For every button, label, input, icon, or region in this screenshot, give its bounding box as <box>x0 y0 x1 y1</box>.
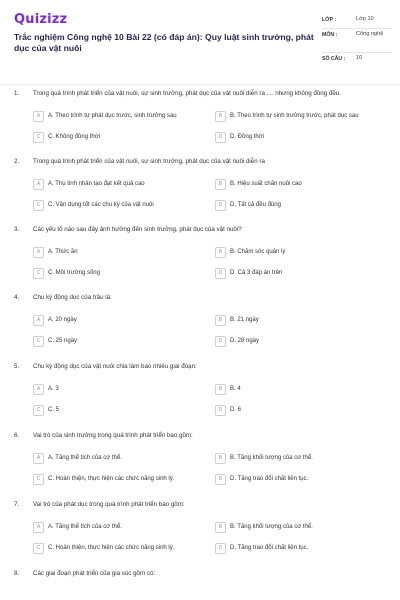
meta-key: SỐ CÂU : <box>322 56 346 62</box>
option-text: C. Môi trường sống <box>48 270 100 276</box>
option-text: B. 4 <box>230 386 241 392</box>
question-number: 8. <box>14 570 20 577</box>
option-text: D. Tất cả đều đúng <box>230 202 281 208</box>
question-text: Vai trò của sinh trưởng trong quá trình phát triển bao gồm: <box>33 432 193 439</box>
answer-option-d[interactable] <box>215 542 308 554</box>
option-letter-box[interactable]: D <box>215 336 226 347</box>
option-letter-box[interactable]: B <box>215 111 226 122</box>
meta-table <box>322 14 392 67</box>
quizizz-logo[interactable]: Quizizz <box>14 12 68 27</box>
answer-option-b[interactable] <box>215 521 313 533</box>
option-letter-box[interactable]: D <box>215 405 226 416</box>
option-text: A. 20 ngày <box>48 317 77 323</box>
option-letter-box[interactable]: A <box>33 111 44 122</box>
option-letter-box[interactable]: A <box>33 247 44 258</box>
worksheet-header <box>0 0 400 82</box>
answer-option-d[interactable] <box>215 199 281 211</box>
option-text: B. 21 ngày <box>230 317 259 323</box>
answer-option-a[interactable] <box>33 178 145 190</box>
answer-option-b[interactable] <box>215 246 285 258</box>
answer-option-b[interactable] <box>215 314 259 326</box>
option-letter-box[interactable]: C <box>33 543 44 554</box>
question-text: Chu kỳ động dục của vật nuôi chia làm bao nhiêu giai đoạn: <box>33 363 197 370</box>
answer-option-c[interactable] <box>33 542 174 554</box>
answer-option-b[interactable] <box>215 452 313 464</box>
option-letter-box[interactable]: C <box>33 474 44 485</box>
meta-value: Công nghệ <box>356 31 384 37</box>
option-text: D. 28 ngày <box>230 338 260 344</box>
option-text: D. 6 <box>230 407 242 413</box>
option-text: D. Đồng thời <box>230 134 264 140</box>
answer-option-a[interactable] <box>33 383 59 395</box>
answer-option-d[interactable] <box>215 473 308 485</box>
option-letter-box[interactable]: C <box>33 200 44 211</box>
option-letter-box[interactable]: B <box>215 453 226 464</box>
answer-option-b[interactable] <box>215 383 241 395</box>
option-letter-box[interactable]: A <box>33 522 44 533</box>
option-text: B. Theo trình tự sinh trưởng trước, phát dục sau <box>230 113 359 119</box>
option-letter-box[interactable]: C <box>33 405 44 416</box>
option-text: A. 3 <box>48 386 59 392</box>
question-text: Các giai đoạn phát triển của gia súc gồm có: <box>33 570 156 577</box>
option-text: C. Không đồng thời <box>48 134 100 140</box>
meta-key: MÔN : <box>322 32 338 38</box>
question-number: 5. <box>14 363 20 370</box>
answer-option-b[interactable] <box>215 178 302 190</box>
answer-option-a[interactable] <box>33 521 122 533</box>
option-text: D. Tăng trao đổi chất liên tục. <box>230 476 309 482</box>
option-text: D. Cả 3 đáp án trên <box>230 270 283 276</box>
option-text: C. Hoàn thiện, thực hiện các chức năng sinh lý. <box>48 476 175 482</box>
option-text: B. Hiệu suất chăn nuôi cao <box>230 181 302 187</box>
option-letter-box[interactable]: B <box>215 384 226 395</box>
question-text: Các yếu tố nào sau đây ảnh hưởng đến sinh trưởng, phát dục của vật nuôi? <box>33 226 242 233</box>
answer-option-c[interactable] <box>33 131 100 143</box>
answer-option-c[interactable] <box>33 199 154 211</box>
header-divider <box>0 84 400 85</box>
question-number: 2. <box>14 158 20 165</box>
answer-option-c[interactable] <box>33 404 59 416</box>
option-text: C. 25 ngày <box>48 338 78 344</box>
answer-option-a[interactable] <box>33 110 177 122</box>
answer-option-d[interactable] <box>215 131 264 143</box>
meta-row-subject <box>322 29 392 53</box>
option-text: A. Thụ tinh nhân tạo đạt kết quả cao <box>48 181 145 187</box>
question-number: 7. <box>14 501 20 508</box>
option-letter-box[interactable]: C <box>33 336 44 347</box>
question-text: Chu kỳ động dục của trâu là: <box>33 294 112 301</box>
option-text: A. Thức ăn <box>48 249 78 255</box>
option-letter-box[interactable]: B <box>215 522 226 533</box>
meta-key: LỚP : <box>322 17 337 23</box>
option-letter-box[interactable]: C <box>33 132 44 143</box>
option-text: A. Theo trình tự phát dục trước, sinh trưởng sau <box>48 113 177 119</box>
option-letter-box[interactable]: D <box>215 474 226 485</box>
option-letter-box[interactable]: B <box>215 315 226 326</box>
option-letter-box[interactable]: D <box>215 132 226 143</box>
answer-option-a[interactable] <box>33 452 122 464</box>
page-title: Trắc nghiệm Công nghệ 10 Bài 22 (có đáp án): Quy luật sinh trưởng, phát dục của vật nuôi <box>14 32 314 53</box>
question-text: Trong quá trình phát triển của vật nuôi, sự sinh trưởng, phát dục của vật nuôi diễn ra .... nhưng không đồng đều. <box>33 90 341 97</box>
question-number: 3. <box>14 226 20 233</box>
meta-value: Lớp 10 <box>356 16 374 22</box>
option-letter-box[interactable]: B <box>215 247 226 258</box>
answer-option-d[interactable] <box>215 404 241 416</box>
option-letter-box[interactable]: A <box>33 179 44 190</box>
answer-option-b[interactable] <box>215 110 359 122</box>
meta-row-class <box>322 14 392 29</box>
option-text: A. Tăng thể tích của cơ thể. <box>48 524 122 530</box>
answer-option-d[interactable] <box>215 335 259 347</box>
option-text: A. Tăng thể tích của cơ thể. <box>48 455 122 461</box>
question-text: Vai trò của phát dục trong quá trình phát triển bao gồm: <box>33 501 185 508</box>
option-letter-box[interactable]: B <box>215 179 226 190</box>
question-number: 1. <box>14 90 20 97</box>
meta-value: 10 <box>356 55 363 61</box>
option-letter-box[interactable]: D <box>215 543 226 554</box>
option-letter-box[interactable]: A <box>33 453 44 464</box>
option-text: B. Chăm sóc quản lý <box>230 249 286 255</box>
option-text: B. Tăng khối lượng của cơ thể. <box>230 524 313 530</box>
answer-option-c[interactable] <box>33 267 100 279</box>
option-letter-box[interactable]: A <box>33 384 44 395</box>
question-number: 4. <box>14 294 20 301</box>
meta-row-count <box>322 53 392 67</box>
option-letter-box[interactable]: D <box>215 200 226 211</box>
answer-option-d[interactable] <box>215 267 282 279</box>
question-number: 6. <box>14 432 20 439</box>
answer-option-a[interactable] <box>33 246 78 258</box>
answer-option-a[interactable] <box>33 314 77 326</box>
question-text: Trong quá trình phát triển của vật nuôi, sự sinh trưởng, phát dục của vật nuôi diễn ra <box>33 158 265 165</box>
answer-option-c[interactable] <box>33 473 174 485</box>
option-letter-box[interactable]: A <box>33 315 44 326</box>
option-text: D. Tăng trao đổi chất liên tục. <box>230 545 309 551</box>
option-text: C. 5 <box>48 407 60 413</box>
option-letter-box[interactable]: C <box>33 268 44 279</box>
option-letter-box[interactable]: D <box>215 268 226 279</box>
option-text: C. Vận dụng tốt các chu kỳ của vật nuôi <box>48 202 154 208</box>
answer-option-c[interactable] <box>33 335 77 347</box>
option-text: B. Tăng khối lượng của cơ thể. <box>230 455 313 461</box>
option-text: C. Hoàn thiện, thực hiện các chức năng sinh lý. <box>48 545 175 551</box>
